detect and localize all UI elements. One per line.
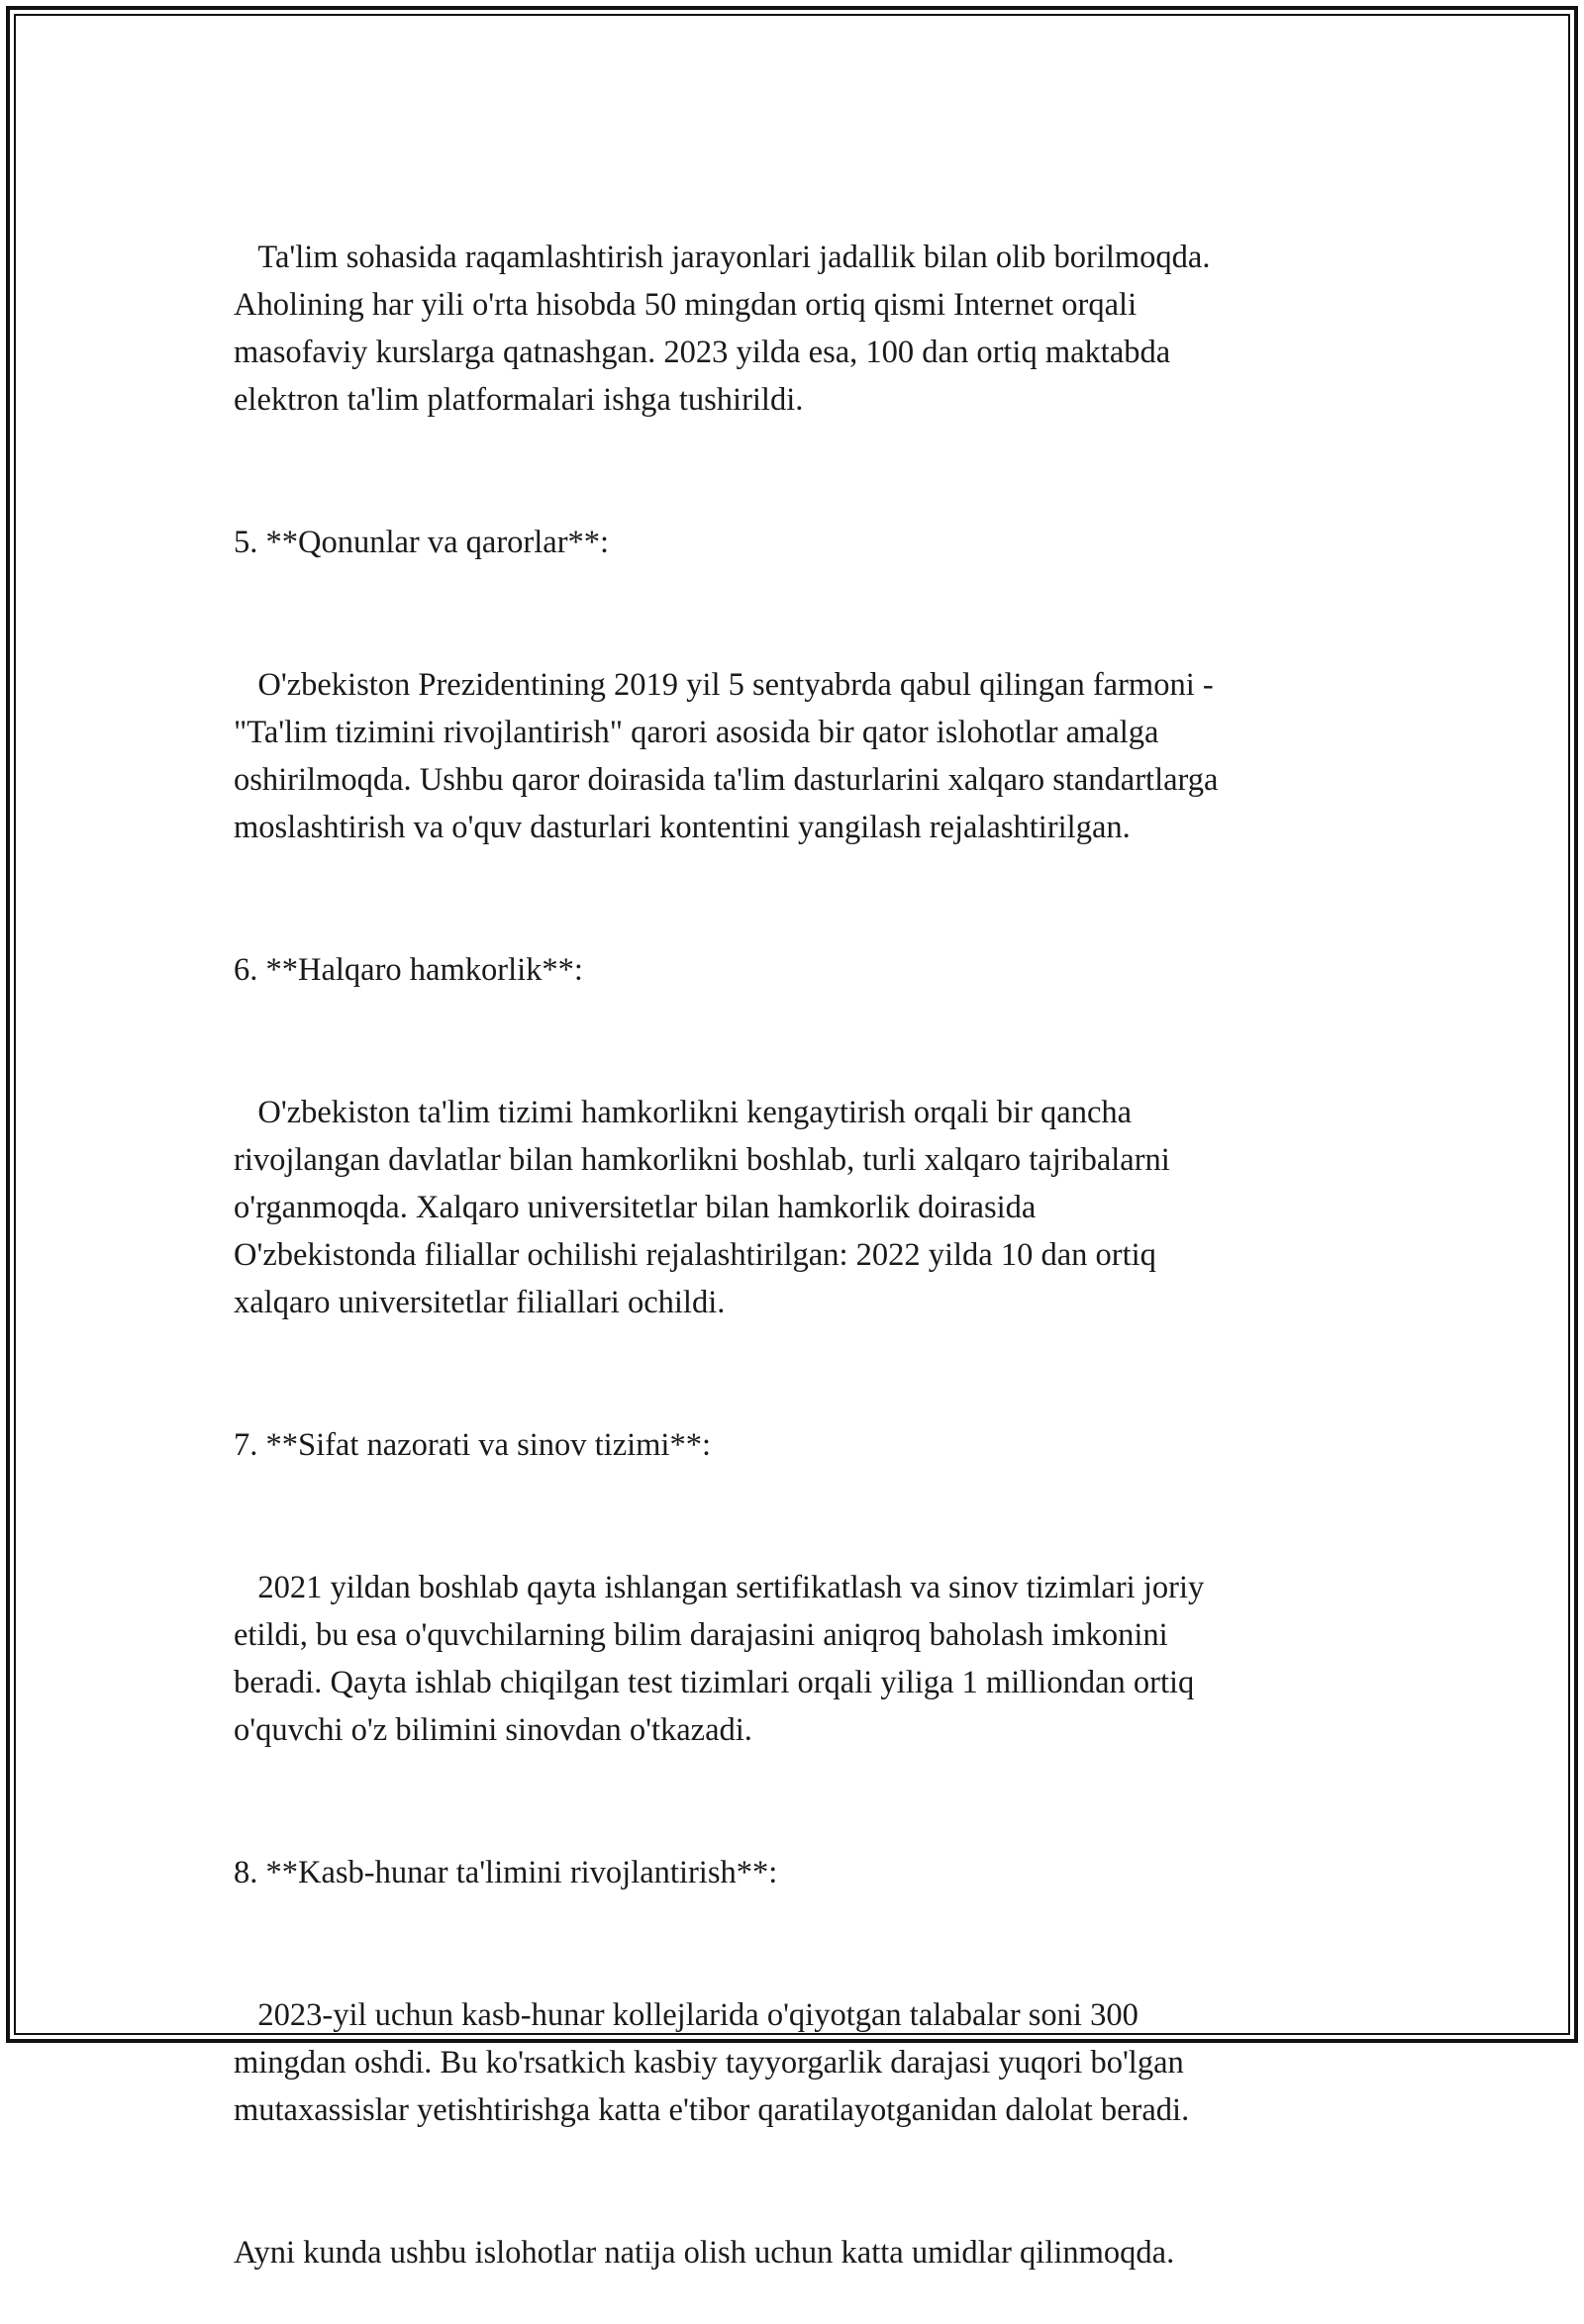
- document-body: [234, 186, 1372, 2324]
- paragraph-digitalization: Ta'lim sohasida raqamlashtirish jarayonlari jadallik bilan olib borilmoqda. Aholining har yili o'rta hisobda 50 mingdan ortiq qismi Internet orqali masofaviy kurslarga qatnashgan. 2023 yilda esa, 100 dan ortiq maktabda elektron ta'lim platformalari ishga tushirildi.: [234, 240, 1211, 418]
- section-heading-laws: 5. **Qonunlar va qarorlar**:: [234, 525, 610, 560]
- paragraph-vocational: 2023-yil uchun kasb-hunar kollejlarida o'qiyotgan talabalar soni 300 mingdan oshdi. Bu ko'rsatkich kasbiy tayyorgarlik darajasi yuqori bo'lgan mutaxassislar yetishtirishga katta e'tibor qaratilayotganidan dalolat beradi.: [234, 1997, 1190, 2128]
- section-heading-quality: 7. **Sifat nazorati va sinov tizimi**:: [234, 1427, 711, 1463]
- paragraph-quality: 2021 yildan boshlab qayta ishlangan sertifikatlash va sinov tizimlari joriy etildi, bu esa o'quvchilarning bilim darajasini aniqroq baholash imkonini beradi. Qayta ishlab chiqilgan test tizimlari orqali yiliga 1 milliondan ortiq o'quvchi o'z bilimini sinovdan o'tkazadi.: [234, 1570, 1205, 1748]
- section-heading-vocational: 8. **Kasb-hunar ta'limini rivojlantirish**:: [234, 1855, 778, 1890]
- paragraph-laws: O'zbekiston Prezidentining 2019 yil 5 sentyabrda qabul qilingan farmoni - "Ta'lim tizimini rivojlantirish" qarori asosida bir qator islohotlar amalga oshirilmoqda. Ushbu qaror doirasida ta'lim dasturlarini xalqaro standartlarga moslashtirish va o'quv dasturlari kontentini yangilash rejalashtirilgan.: [234, 667, 1219, 845]
- section-heading-international: 6. **Halqaro hamkorlik**:: [234, 952, 583, 988]
- paragraph-international: O'zbekiston ta'lim tizimi hamkorlikni kengaytirish orqali bir qancha rivojlangan davlatlar bilan hamkorlikni boshlab, turli xalqaro tajribalarni o'rganmoqda. Xalqaro universitetlar bilan hamkorlik doirasida O'zbekistonda filiallar ochilishi rejalashtirilgan: 2022 yilda 10 dan ortiq xalqaro universitetlar filiallari ochildi.: [234, 1095, 1170, 1320]
- paragraph-conclusion: Ayni kunda ushbu islohotlar natija olish uchun katta umidlar qilinmoqda.: [234, 2235, 1175, 2271]
